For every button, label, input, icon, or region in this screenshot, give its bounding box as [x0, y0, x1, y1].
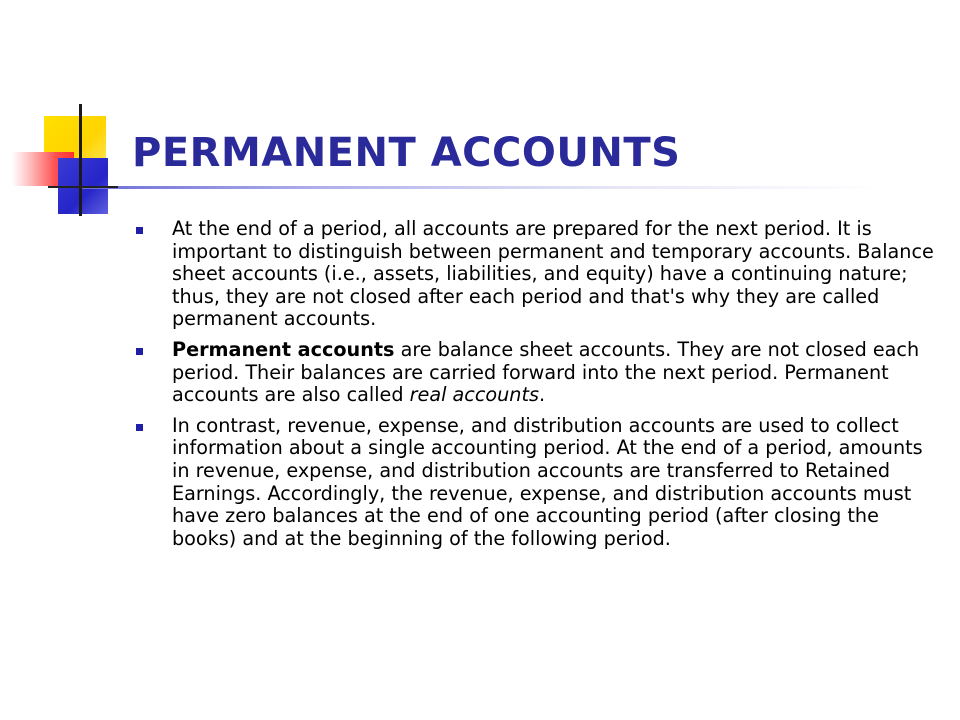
bullet-item-3	[136, 415, 936, 551]
bullet-text: are balance sheet accounts. They are not closed each period. Their balances are carried forward into the next period. Permanent accounts are also called	[172, 337, 920, 407]
bullet-list	[136, 218, 936, 558]
slide-title: PERMANENT ACCOUNTS	[132, 130, 681, 176]
bullet-item-1	[136, 218, 936, 331]
title-decoration	[0, 0, 200, 230]
bullet-marker	[136, 424, 143, 431]
title-underline	[82, 186, 882, 189]
bullet-item-2	[136, 339, 936, 407]
bullet-text: At the end of a period, all accounts are prepared for the next period. It is important to distinguish between permanent and temporary accounts. Balance sheet accounts (i.e., assets, liabilities, and equity) have a continuing nature; thus, they are not closed after each period and that's why they are called permanent accounts.	[172, 217, 934, 331]
bullet-marker	[136, 227, 143, 234]
bullet-text: In contrast, revenue, expense, and distribution accounts are used to collect information about a single accounting period. At the end of a period, amounts in revenue, expense, and distribution accounts are transferred to Retained Earnings. Accordingly, the revenue, expense, and distribution accounts must have zero balances at the end of one accounting period (after closing the books) and at the beginning of the following period.	[172, 413, 923, 550]
decor-vertical-line	[79, 104, 82, 216]
decor-horizontal-line	[48, 186, 118, 188]
bullet-marker	[136, 348, 143, 355]
bullet-text-end: .	[538, 383, 546, 407]
bullet-italic-term: real accounts	[409, 383, 539, 407]
bullet-bold-term: Permanent accounts	[172, 337, 395, 361]
